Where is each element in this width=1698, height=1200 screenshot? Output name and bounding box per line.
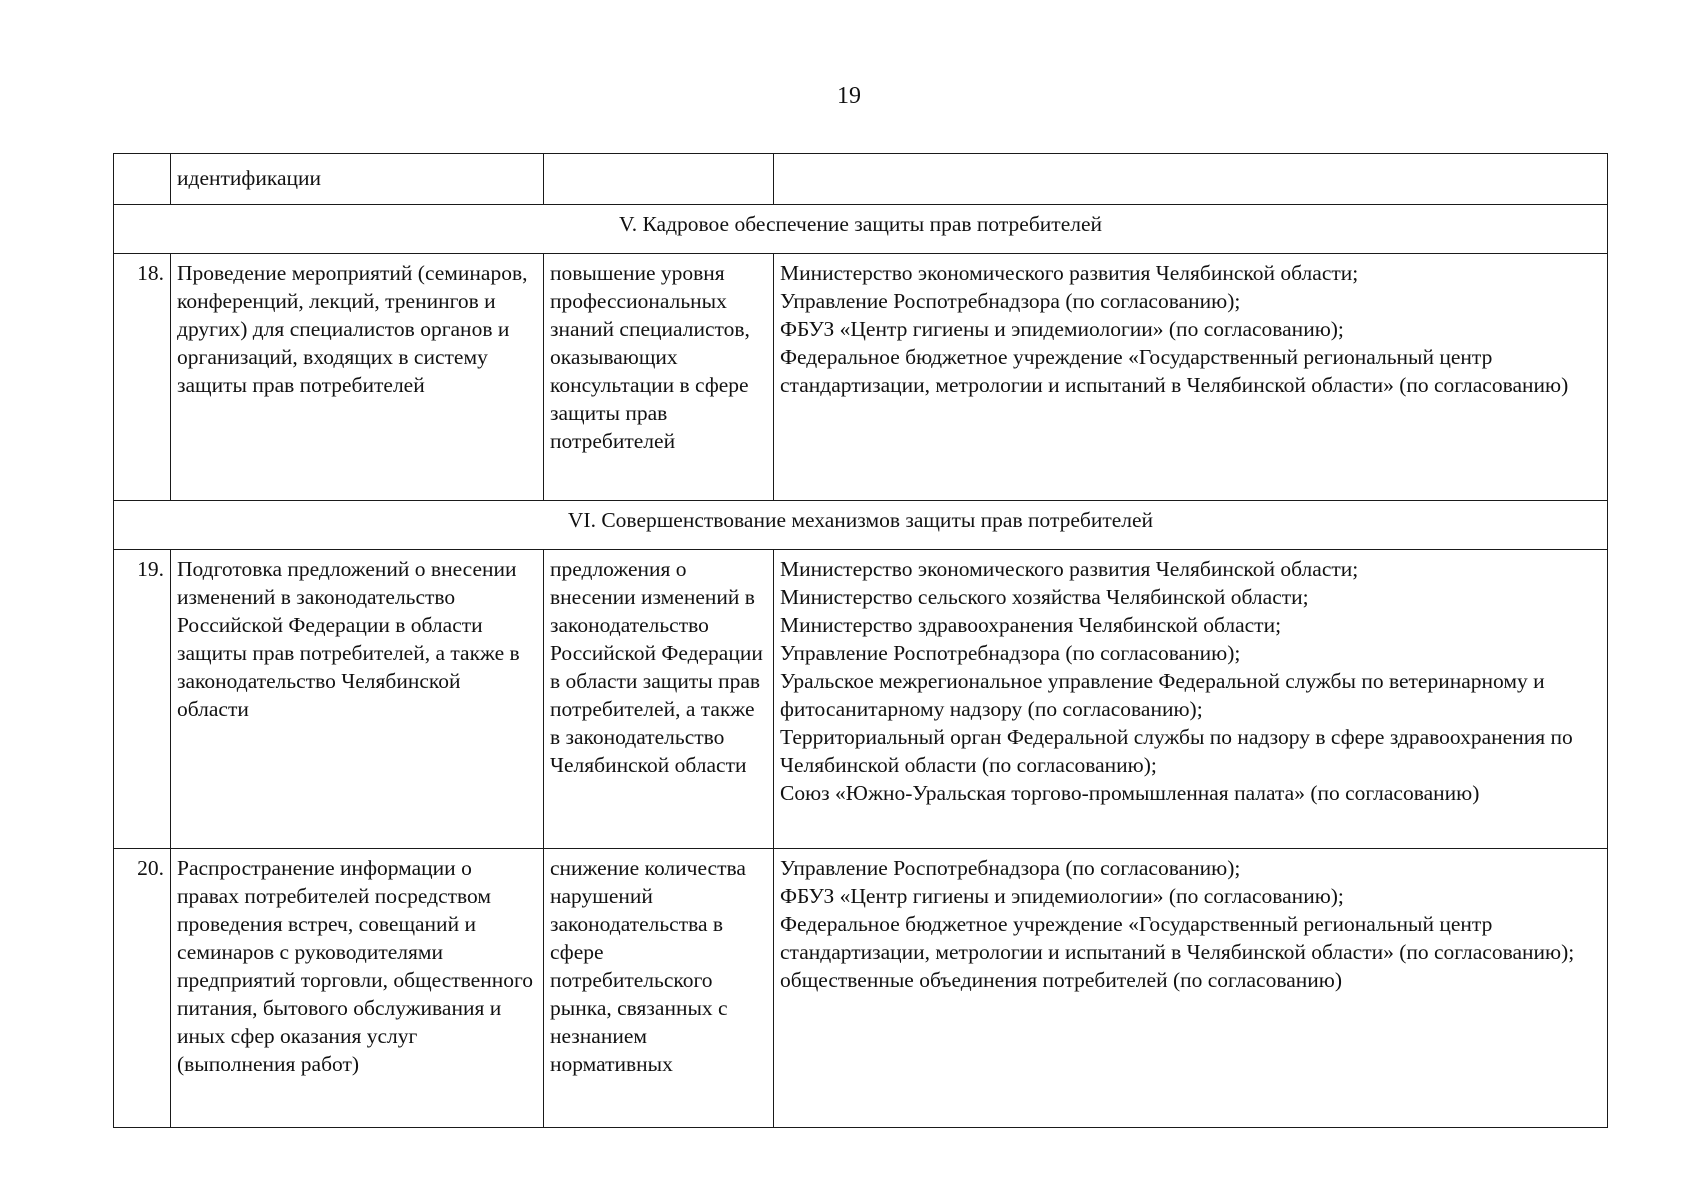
executor-item: Управление Роспотребнадзора (по согласованию); (780, 856, 1241, 880)
event-cell: Подготовка предложений о внесении изменений в законодательство Российской Федерации в области защиты прав потребителей, а также в законодательство Челябинской области (171, 550, 544, 849)
table-row-20 (114, 849, 1608, 1128)
row-number: 19. (114, 550, 171, 849)
section-heading-v: V. Кадровое обеспечение защиты прав потребителей (114, 205, 1608, 254)
executors-cell (774, 154, 1608, 205)
executor-item: общественные объединения потребителей (по согласованию) (780, 968, 1342, 992)
row-number: 18. (114, 254, 171, 501)
executors-cell (774, 550, 1608, 849)
result-cell (544, 154, 774, 205)
executor-item: ФБУЗ «Центр гигиены и эпидемиологии» (по согласованию); (780, 884, 1344, 908)
executor-item: Федеральное бюджетное учреждение «Государственный региональный центр стандартизации, метрологии и испытаний в Челябинской области» (по согласованию); (780, 912, 1575, 964)
executor-item: Министерство экономического развития Челябинской области; (780, 261, 1359, 285)
executors-cell (774, 254, 1608, 501)
executor-item: Управление Роспотребнадзора (по согласованию); (780, 289, 1241, 313)
executor-item: ФБУЗ «Центр гигиены и эпидемиологии» (по согласованию); (780, 317, 1344, 341)
table-row-18 (114, 254, 1608, 501)
event-cell: Проведение мероприятий (семинаров, конференций, лекций, тренингов и других) для специалистов органов и организаций, входящих в систему защиты прав потребителей (171, 254, 544, 501)
result-cell: предложения о внесении изменений в законодательство Российской Федерации в области защиты прав потребителей, а также в законодательство Челябинской области (544, 550, 774, 849)
event-cell: Распространение информации о правах потребителей посредством проведения встреч, совещаний и семинаров с руководителями предприятий торговли, общественного питания, бытового обслуживания и иных сфер оказания услуг (выполнения работ) (171, 849, 544, 1128)
executor-item: Территориальный орган Федеральной службы по надзору в сфере здравоохранения по Челябинской области (по согласованию); (780, 725, 1573, 777)
executor-item: Министерство здравоохранения Челябинской области; (780, 613, 1282, 637)
result-cell: снижение количества нарушений законодательства в сфере потребительского рынка, связанных с незнанием нормативных (544, 849, 774, 1128)
result-cell: повышение уровня профессиональных знаний специалистов, оказывающих консультации в сфере защиты прав потребителей (544, 254, 774, 501)
section-heading-row (114, 205, 1608, 254)
executor-item: Союз «Южно-Уральская торгово-промышленная палата» (по согласованию) (780, 781, 1480, 805)
executor-item: Федеральное бюджетное учреждение «Государственный региональный центр стандартизации, метрологии и испытаний в Челябинской области» (по согласованию) (780, 345, 1569, 397)
event-cell: идентификации (171, 154, 544, 205)
executor-item: Министерство сельского хозяйства Челябинской области; (780, 585, 1309, 609)
executor-item: Министерство экономического развития Челябинской области; (780, 557, 1359, 581)
row-number: 20. (114, 849, 171, 1128)
measures-table (113, 153, 1608, 1128)
section-heading-vi: VI. Совершенствование механизмов защиты прав потребителей (114, 501, 1608, 550)
executors-cell (774, 849, 1608, 1128)
table-row-19 (114, 550, 1608, 849)
executor-item: Уральское межрегиональное управление Федеральной службы по ветеринарному и фитосанитарному надзору (по согласованию); (780, 669, 1545, 721)
page-number: 19 (837, 83, 861, 109)
section-heading-row (114, 501, 1608, 550)
table-row-continuation (114, 154, 1608, 205)
executor-item: Управление Роспотребнадзора (по согласованию); (780, 641, 1241, 665)
row-number (114, 154, 171, 205)
